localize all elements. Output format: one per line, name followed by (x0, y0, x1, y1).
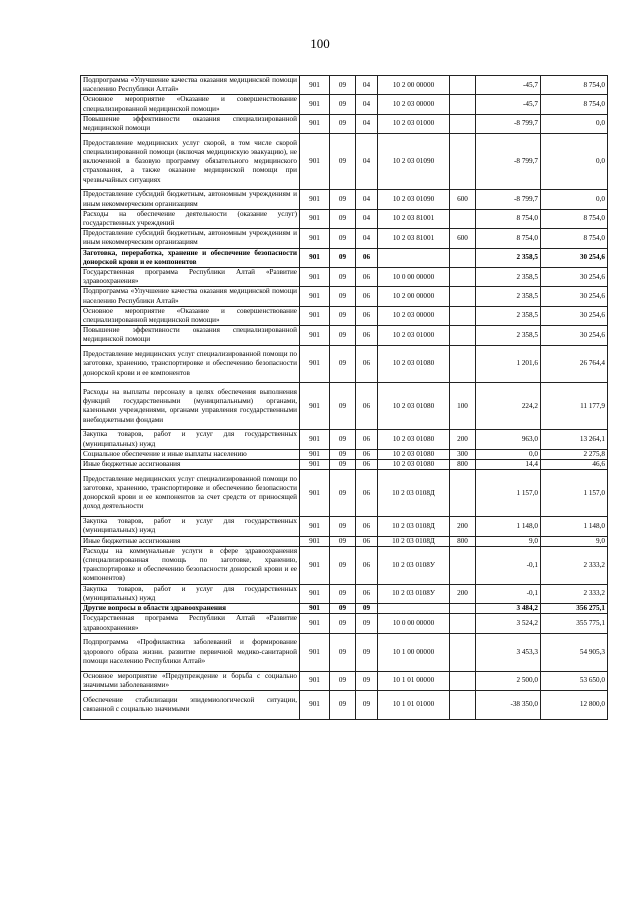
target-article-cell (378, 248, 450, 267)
section-cell: 09 (330, 76, 356, 95)
budget-table (80, 75, 608, 720)
section-cell: 09 (330, 460, 356, 470)
change-amount-cell: -0,1 (476, 546, 541, 584)
table-row (81, 114, 608, 133)
row-name-cell: Государственная программа Республики Алтай «Развитие здравоохранения» (81, 268, 300, 287)
table-row (81, 546, 608, 584)
total-amount-cell: 30 254,6 (541, 326, 608, 345)
grbs-cell: 901 (300, 614, 330, 633)
row-name-cell: Закупка товаров, работ и услуг для государственных (муниципальных) нужд (81, 430, 300, 449)
expense-type-cell (450, 76, 476, 95)
table-row (81, 517, 608, 536)
row-name-cell: Подпрограмма «Улучшение качества оказания медицинской помощи населению Республики Алтай» (81, 76, 300, 95)
subsection-cell: 06 (356, 326, 378, 345)
target-article-cell: 10 2 03 01090 (378, 134, 450, 190)
expense-type-cell: 100 (450, 383, 476, 430)
change-amount-cell: -45,7 (476, 95, 541, 114)
grbs-cell: 901 (300, 604, 330, 614)
total-amount-cell: 355 775,1 (541, 614, 608, 633)
expense-type-cell (450, 690, 476, 719)
total-amount-cell: 30 254,6 (541, 268, 608, 287)
expense-type-cell (450, 633, 476, 671)
table-row (81, 383, 608, 430)
change-amount-cell: 9,0 (476, 536, 541, 546)
expense-type-cell: 600 (450, 229, 476, 248)
change-amount-cell: 2 500,0 (476, 671, 541, 690)
row-name-cell: Предоставление медицинских услуг специализированной помощи по заготовке, хранению, транспортировке и обеспечению безопасности донорской крови и ее компонентов за счет средств от приносящей доход деятельности (81, 470, 300, 517)
total-amount-cell: 53 650,0 (541, 671, 608, 690)
subsection-cell: 06 (356, 449, 378, 459)
expense-type-cell (450, 114, 476, 133)
change-amount-cell: 2 358,5 (476, 248, 541, 267)
target-article-cell: 10 2 03 00000 (378, 306, 450, 325)
section-cell: 09 (330, 546, 356, 584)
expense-type-cell (450, 95, 476, 114)
target-article-cell: 10 2 03 0108Д (378, 470, 450, 517)
total-amount-cell: 46,6 (541, 460, 608, 470)
row-name-cell: Закупка товаров, работ и услуг для государственных (муниципальных) нужд (81, 584, 300, 603)
change-amount-cell: 2 358,5 (476, 306, 541, 325)
table-row (81, 604, 608, 614)
expense-type-cell: 200 (450, 430, 476, 449)
target-article-cell: 10 2 03 01080 (378, 449, 450, 459)
section-cell: 09 (330, 614, 356, 633)
expense-type-cell: 300 (450, 449, 476, 459)
change-amount-cell: 14,4 (476, 460, 541, 470)
target-article-cell: 10 0 00 00000 (378, 614, 450, 633)
section-cell: 09 (330, 209, 356, 228)
change-amount-cell: 1 201,6 (476, 345, 541, 383)
change-amount-cell: -0,1 (476, 584, 541, 603)
change-amount-cell: 3 484,2 (476, 604, 541, 614)
change-amount-cell: -8 799,7 (476, 114, 541, 133)
section-cell: 09 (330, 470, 356, 517)
subsection-cell: 04 (356, 190, 378, 209)
table-row (81, 633, 608, 671)
grbs-cell: 901 (300, 430, 330, 449)
total-amount-cell: 9,0 (541, 536, 608, 546)
subsection-cell: 06 (356, 383, 378, 430)
table-row (81, 430, 608, 449)
grbs-cell: 901 (300, 546, 330, 584)
grbs-cell: 901 (300, 326, 330, 345)
table-row (81, 584, 608, 603)
target-article-cell: 10 2 03 0108У (378, 584, 450, 603)
subsection-cell: 06 (356, 268, 378, 287)
row-name-cell: Предоставление субсидий бюджетным, автономным учреждениям и иным некоммерческим организациям (81, 190, 300, 209)
table-row (81, 690, 608, 719)
row-name-cell: Подпрограмма «Улучшение качества оказания медицинской помощи населению Республики Алтай» (81, 287, 300, 306)
expense-type-cell: 200 (450, 517, 476, 536)
table-row (81, 326, 608, 345)
subsection-cell: 09 (356, 614, 378, 633)
total-amount-cell: 26 764,4 (541, 345, 608, 383)
section-cell: 09 (330, 326, 356, 345)
subsection-cell: 04 (356, 114, 378, 133)
total-amount-cell: 30 254,6 (541, 248, 608, 267)
section-cell: 09 (330, 114, 356, 133)
subsection-cell: 04 (356, 229, 378, 248)
change-amount-cell: 963,0 (476, 430, 541, 449)
target-article-cell: 10 2 03 00000 (378, 95, 450, 114)
section-cell: 09 (330, 268, 356, 287)
expense-type-cell (450, 248, 476, 267)
total-amount-cell: 8 754,0 (541, 209, 608, 228)
target-article-cell: 10 2 03 0108У (378, 546, 450, 584)
change-amount-cell: 2 358,5 (476, 287, 541, 306)
section-cell: 09 (330, 229, 356, 248)
table-row (81, 614, 608, 633)
grbs-cell: 901 (300, 76, 330, 95)
section-cell: 09 (330, 536, 356, 546)
change-amount-cell: -8 799,7 (476, 190, 541, 209)
target-article-cell: 10 2 03 81001 (378, 229, 450, 248)
row-name-cell: Расходы на выплаты персоналу в целях обеспечения выполнения функций государственными (муниципальными) органами, казенными учреждениями, органами управления государственными внебюджетными фондами (81, 383, 300, 430)
section-cell: 09 (330, 584, 356, 603)
section-cell: 09 (330, 430, 356, 449)
grbs-cell: 901 (300, 134, 330, 190)
grbs-cell: 901 (300, 229, 330, 248)
total-amount-cell: 11 177,9 (541, 383, 608, 430)
row-name-cell: Социальное обеспечение и иные выплаты населению (81, 449, 300, 459)
total-amount-cell: 8 754,0 (541, 229, 608, 248)
grbs-cell: 901 (300, 345, 330, 383)
table-row (81, 95, 608, 114)
subsection-cell: 04 (356, 209, 378, 228)
subsection-cell: 06 (356, 345, 378, 383)
table-row (81, 248, 608, 267)
expense-type-cell (450, 345, 476, 383)
expense-type-cell (450, 614, 476, 633)
subsection-cell: 09 (356, 671, 378, 690)
change-amount-cell: 1 148,0 (476, 517, 541, 536)
section-cell: 09 (330, 248, 356, 267)
table-row (81, 306, 608, 325)
subsection-cell: 04 (356, 95, 378, 114)
expense-type-cell (450, 470, 476, 517)
section-cell: 09 (330, 190, 356, 209)
target-article-cell (378, 604, 450, 614)
subsection-cell: 06 (356, 248, 378, 267)
target-article-cell: 10 2 03 01080 (378, 345, 450, 383)
table-row (81, 536, 608, 546)
total-amount-cell: 1 148,0 (541, 517, 608, 536)
grbs-cell: 901 (300, 306, 330, 325)
subsection-cell: 09 (356, 633, 378, 671)
table-row (81, 229, 608, 248)
target-article-cell: 10 2 03 01090 (378, 190, 450, 209)
change-amount-cell: 0,0 (476, 449, 541, 459)
target-article-cell: 10 1 00 00000 (378, 633, 450, 671)
target-article-cell: 10 2 00 00000 (378, 76, 450, 95)
row-name-cell: Другие вопросы в области здравоохранения (81, 604, 300, 614)
grbs-cell: 901 (300, 690, 330, 719)
total-amount-cell: 8 754,0 (541, 76, 608, 95)
grbs-cell: 901 (300, 114, 330, 133)
grbs-cell: 901 (300, 584, 330, 603)
total-amount-cell: 0,0 (541, 190, 608, 209)
expense-type-cell (450, 287, 476, 306)
grbs-cell: 901 (300, 209, 330, 228)
row-name-cell: Предоставление медицинских услуг специализированной помощи по заготовке, хранению, транспортировке и обеспечению безопасности донорской крови и ее компонентов (81, 345, 300, 383)
grbs-cell: 901 (300, 671, 330, 690)
table-row (81, 268, 608, 287)
target-article-cell: 10 2 03 01000 (378, 114, 450, 133)
subsection-cell: 06 (356, 517, 378, 536)
section-cell: 09 (330, 134, 356, 190)
subsection-cell: 09 (356, 604, 378, 614)
row-name-cell: Повышение эффективности оказания специализированной медицинской помощи (81, 114, 300, 133)
row-name-cell: Повышение эффективности оказания специализированной медицинской помощи (81, 326, 300, 345)
subsection-cell: 06 (356, 460, 378, 470)
expense-type-cell: 200 (450, 584, 476, 603)
expense-type-cell (450, 326, 476, 345)
grbs-cell: 901 (300, 470, 330, 517)
target-article-cell: 10 2 03 01080 (378, 383, 450, 430)
total-amount-cell: 8 754,0 (541, 95, 608, 114)
change-amount-cell: -8 799,7 (476, 134, 541, 190)
expense-type-cell (450, 546, 476, 584)
expense-type-cell (450, 306, 476, 325)
grbs-cell: 901 (300, 383, 330, 430)
section-cell: 09 (330, 345, 356, 383)
target-article-cell: 10 0 00 00000 (378, 268, 450, 287)
subsection-cell: 06 (356, 546, 378, 584)
total-amount-cell: 13 264,1 (541, 430, 608, 449)
row-name-cell: Обеспечение стабилизации эпидемиологической ситуации, связанной с социально значимыми (81, 690, 300, 719)
table-row (81, 449, 608, 459)
change-amount-cell: 2 358,5 (476, 268, 541, 287)
target-article-cell: 10 2 03 01080 (378, 460, 450, 470)
change-amount-cell: 1 157,0 (476, 470, 541, 517)
total-amount-cell: 2 275,8 (541, 449, 608, 459)
grbs-cell: 901 (300, 449, 330, 459)
row-name-cell: Иные бюджетные ассигнования (81, 460, 300, 470)
section-cell: 09 (330, 287, 356, 306)
target-article-cell: 10 1 01 00000 (378, 671, 450, 690)
total-amount-cell: 30 254,6 (541, 287, 608, 306)
row-name-cell: Основное мероприятие «Оказание и совершенствование специализированной медицинской помощи» (81, 306, 300, 325)
change-amount-cell: 2 358,5 (476, 326, 541, 345)
section-cell: 09 (330, 690, 356, 719)
grbs-cell: 901 (300, 248, 330, 267)
row-name-cell: Основное мероприятие «Оказание и совершенствование специализированной медицинской помощи» (81, 95, 300, 114)
row-name-cell: Расходы на коммунальные услуги в сфере здравоохранения (специализированная помощь по заготовке, хранению, транспортировке и обеспечению безопасности донорской крови и ее компонентов) (81, 546, 300, 584)
total-amount-cell: 12 800,0 (541, 690, 608, 719)
subsection-cell: 04 (356, 134, 378, 190)
change-amount-cell: 8 754,0 (476, 209, 541, 228)
subsection-cell: 06 (356, 430, 378, 449)
total-amount-cell: 2 333,2 (541, 546, 608, 584)
expense-type-cell (450, 209, 476, 228)
total-amount-cell: 1 157,0 (541, 470, 608, 517)
target-article-cell: 10 2 03 01080 (378, 430, 450, 449)
target-article-cell: 10 2 03 81001 (378, 209, 450, 228)
total-amount-cell: 356 275,1 (541, 604, 608, 614)
subsection-cell: 06 (356, 470, 378, 517)
table-row (81, 190, 608, 209)
subsection-cell: 09 (356, 690, 378, 719)
table-row (81, 470, 608, 517)
subsection-cell: 06 (356, 287, 378, 306)
section-cell: 09 (330, 517, 356, 536)
subsection-cell: 04 (356, 76, 378, 95)
table-row (81, 460, 608, 470)
section-cell: 09 (330, 604, 356, 614)
expense-type-cell: 800 (450, 536, 476, 546)
target-article-cell: 10 1 01 01000 (378, 690, 450, 719)
grbs-cell: 901 (300, 190, 330, 209)
expense-type-cell: 800 (450, 460, 476, 470)
total-amount-cell: 0,0 (541, 114, 608, 133)
subsection-cell: 06 (356, 536, 378, 546)
table-row (81, 287, 608, 306)
section-cell: 09 (330, 449, 356, 459)
subsection-cell: 06 (356, 584, 378, 603)
target-article-cell: 10 2 03 0108Д (378, 517, 450, 536)
row-name-cell: Предоставление субсидий бюджетным, автономным учреждениям и иным некоммерческим организациям (81, 229, 300, 248)
grbs-cell: 901 (300, 460, 330, 470)
row-name-cell: Основное мероприятие «Предупреждение и борьба с социально значимыми заболеваниями» (81, 671, 300, 690)
grbs-cell: 901 (300, 268, 330, 287)
table-row (81, 209, 608, 228)
row-name-cell: Государственная программа Республики Алтай «Развитие здравоохранения» (81, 614, 300, 633)
section-cell: 09 (330, 95, 356, 114)
total-amount-cell: 2 333,2 (541, 584, 608, 603)
grbs-cell: 901 (300, 536, 330, 546)
total-amount-cell: 54 905,3 (541, 633, 608, 671)
change-amount-cell: 224,2 (476, 383, 541, 430)
section-cell: 09 (330, 383, 356, 430)
section-cell: 09 (330, 306, 356, 325)
total-amount-cell: 0,0 (541, 134, 608, 190)
expense-type-cell (450, 671, 476, 690)
expense-type-cell (450, 134, 476, 190)
row-name-cell: Заготовка, переработка, хранение и обеспечение безопасности донорской крови и ее компонентов (81, 248, 300, 267)
target-article-cell: 10 2 03 0108Д (378, 536, 450, 546)
change-amount-cell: -45,7 (476, 76, 541, 95)
target-article-cell: 10 2 00 00000 (378, 287, 450, 306)
table-row (81, 345, 608, 383)
change-amount-cell: 3 453,3 (476, 633, 541, 671)
change-amount-cell: -38 350,0 (476, 690, 541, 719)
target-article-cell: 10 2 03 01000 (378, 326, 450, 345)
expense-type-cell: 600 (450, 190, 476, 209)
grbs-cell: 901 (300, 633, 330, 671)
row-name-cell: Подпрограмма «Профилактика заболеваний и формирование здорового образа жизни. развитие первичной медико-санитарной помощи населению Республики Алтай» (81, 633, 300, 671)
page-number: 100 (310, 36, 330, 51)
table-row (81, 134, 608, 190)
section-cell: 09 (330, 633, 356, 671)
grbs-cell: 901 (300, 95, 330, 114)
section-cell: 09 (330, 671, 356, 690)
row-name-cell: Предоставление медицинских услуг скорой, в том числе скорой специализированной помощи (включая медицинскую эвакуацию), не включенной в базовую программу обязательного медицинского страхования, а также оказание медицинской помощи при чрезвычайных ситуациях (81, 134, 300, 190)
row-name-cell: Расходы на обеспечение деятельности (оказание услуг) государственных учреждений (81, 209, 300, 228)
subsection-cell: 06 (356, 306, 378, 325)
table-row (81, 76, 608, 95)
grbs-cell: 901 (300, 517, 330, 536)
grbs-cell: 901 (300, 287, 330, 306)
row-name-cell: Иные бюджетные ассигнования (81, 536, 300, 546)
total-amount-cell: 30 254,6 (541, 306, 608, 325)
table-row (81, 671, 608, 690)
change-amount-cell: 3 524,2 (476, 614, 541, 633)
row-name-cell: Закупка товаров, работ и услуг для государственных (муниципальных) нужд (81, 517, 300, 536)
change-amount-cell: 8 754,0 (476, 229, 541, 248)
expense-type-cell (450, 604, 476, 614)
expense-type-cell (450, 268, 476, 287)
